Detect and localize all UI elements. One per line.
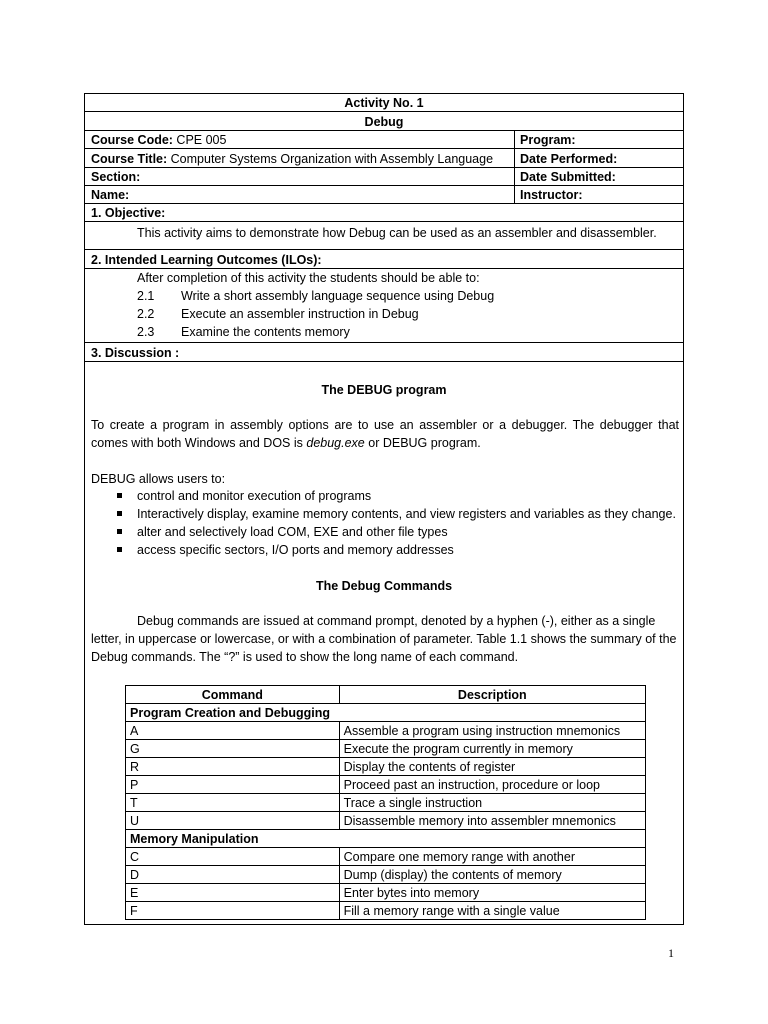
paragraph-text: or DEBUG program. — [364, 436, 481, 450]
course-title — [91, 151, 493, 167]
ilo-heading-row — [85, 250, 683, 269]
column-header-description: Description — [339, 686, 645, 704]
table-row: E Enter bytes into memory — [126, 884, 646, 902]
objective-heading: 1. Objective: — [91, 206, 166, 220]
name-row — [85, 186, 683, 204]
section-memory-manipulation: Memory Manipulation — [126, 830, 646, 848]
instructor-label: Instructor: — [520, 188, 583, 202]
debug-capabilities-list — [115, 487, 676, 559]
table-row: P Proceed past an instruction, procedure or loop — [126, 776, 646, 794]
ilo-item-text: Write a short assembly language sequence using Debug — [181, 289, 495, 303]
page-number: 1 — [668, 946, 674, 960]
table-section-row — [126, 704, 646, 722]
date-submitted-label: Date Submitted: — [520, 170, 616, 184]
ilo-item-text: Execute an assembler instruction in Debug — [181, 307, 419, 321]
discussion-heading-row — [85, 343, 683, 362]
debug-allows-intro: DEBUG allows users to: — [91, 472, 226, 486]
section-label: Section: — [91, 170, 141, 184]
ilo-intro: After completion of this activity the students should be able to: — [137, 271, 480, 285]
activity-row — [85, 94, 683, 112]
activity-sheet — [84, 93, 684, 925]
section-program-creation: Program Creation and Debugging — [126, 704, 646, 722]
table-row: C Compare one memory range with another — [126, 848, 646, 866]
table-row: R Display the contents of register — [126, 758, 646, 776]
name-label: Name: — [91, 188, 130, 202]
section-title-debug-commands: The Debug Commands — [315, 579, 453, 593]
list-item: access specific sectors, I/O ports and memory addresses — [115, 541, 676, 559]
objective-body-row — [85, 222, 683, 250]
table-row: G Execute the program currently in memory — [126, 740, 646, 758]
list-item: alter and selectively load COM, EXE and other file types — [115, 523, 676, 541]
program-label: Program: — [520, 133, 576, 147]
bullet-icon — [117, 511, 122, 516]
date-performed-label: Date Performed: — [520, 152, 618, 166]
topic-title: Debug — [364, 115, 404, 129]
course-code-value: CPE 005 — [172, 133, 227, 147]
column-divider — [514, 149, 515, 167]
table-row: F Fill a memory range with a single value — [126, 902, 646, 920]
discussion-paragraph-2: Debug commands are issued at command prompt, denoted by a hyphen (-), either as a single letter, in uppercase or lowercase, or with a combination of parameter. Table 1.1 shows the summary of the Debug commands. The “?” is used to show the long name of each command. — [91, 614, 677, 664]
ilo-item-text: Examine the contents memory — [181, 325, 350, 339]
section-title-debug-program: The DEBUG program — [321, 383, 447, 397]
table-section-row — [126, 830, 646, 848]
list-item: Interactively display, examine memory contents, and view registers and variables as they change. — [115, 505, 676, 523]
discussion-paragraph-1 — [91, 416, 679, 452]
ilo-item-num: 2.1 — [137, 289, 155, 303]
table-row: A Assemble a program using instruction mnemonics — [126, 722, 646, 740]
table-row: U Disassemble memory into assembler mnemonics — [126, 812, 646, 830]
column-divider — [514, 186, 515, 203]
objective-text: This activity aims to demonstrate how Debug can be used as an assembler and disassembler. — [137, 226, 657, 240]
table-row: D Dump (display) the contents of memory — [126, 866, 646, 884]
column-divider — [514, 168, 515, 185]
ilo-item-num: 2.3 — [137, 325, 155, 339]
course-code — [91, 132, 226, 148]
list-item: control and monitor execution of programs — [115, 487, 676, 505]
activity-title: Activity No. 1 — [344, 96, 424, 110]
bullet-icon — [117, 547, 122, 552]
debug-commands-table — [125, 685, 646, 920]
paragraph-text: To create a program in assembly options are to use an assembler or a debugger. The debugger that comes with both Windows and DOS is — [91, 418, 679, 450]
objective-heading-row — [85, 204, 683, 222]
ilo-item-num: 2.2 — [137, 307, 155, 321]
section-row — [85, 168, 683, 186]
column-header-command: Command — [126, 686, 340, 704]
topic-row — [85, 112, 683, 131]
course-code-label: Course Code: — [91, 133, 173, 147]
bullet-icon — [117, 493, 122, 498]
debug-exe-emphasis: debug.exe — [306, 436, 365, 450]
bullet-icon — [117, 529, 122, 534]
table-header-row — [126, 686, 646, 704]
course-title-value: Computer Systems Organization with Assembly Language — [167, 152, 494, 166]
course-title-label: Course Title: — [91, 152, 168, 166]
course-title-row — [85, 149, 683, 168]
column-divider — [514, 131, 515, 148]
ilo-heading: 2. Intended Learning Outcomes (ILOs): — [91, 253, 322, 267]
ilo-body-row — [85, 269, 683, 343]
discussion-heading: 3. Discussion : — [91, 346, 180, 360]
course-code-row — [85, 131, 683, 149]
table-row: T Trace a single instruction — [126, 794, 646, 812]
